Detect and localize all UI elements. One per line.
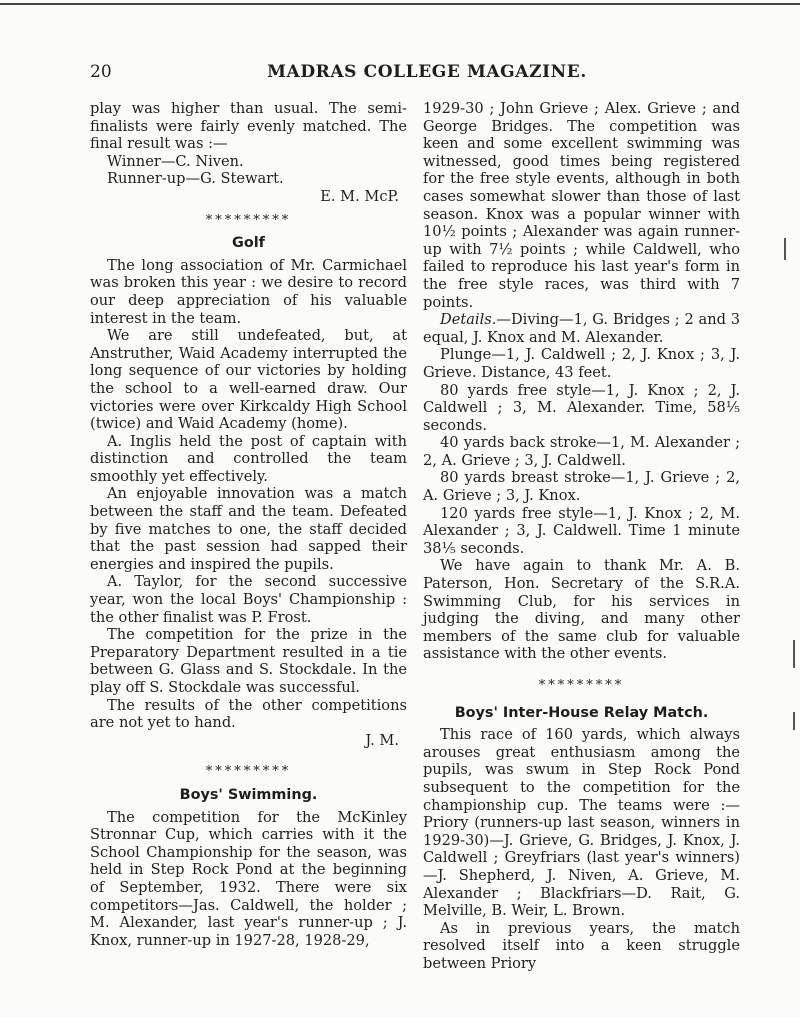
signature: J. M. xyxy=(365,731,399,749)
result-winner: Winner—C. Niven. xyxy=(107,152,244,170)
result-40-back: 40 yards back stroke—1, M. Alexander ; 2, A. Grieve ; 3, J. Caldwell. xyxy=(423,434,740,469)
result-runner-up: Runner-up—G. Stewart. xyxy=(107,170,284,188)
paragraph: The competition for the McKinley Stronnar Cup, which carries with it the School Championship for the season, was held in Step Rock Pond at the beginning of September, 1932. There were six competitors—Jas. Caldwell, the holder ; M. Alexander, last year's runner-up ; J. Knox, runner-up in 1927-28, 1928-29, xyxy=(90,808,407,949)
details-paragraph xyxy=(423,311,740,346)
paragraph: An enjoyable innovation was a match between the staff and the team. Defeated by five matches to one, the staff decided that the past session had sapped their energies and inspired the pupils. xyxy=(90,485,407,573)
section-heading-golf: Golf xyxy=(232,235,265,252)
section-separator: ********* xyxy=(538,678,625,693)
paragraph: The competition for the prize in the Preparatory Department resulted in a tie between G. Glass and S. Stockdale. In the play off S. Stockdale was successful. xyxy=(90,626,407,696)
section-separator: ********* xyxy=(205,212,292,228)
section-separator: ********* xyxy=(205,764,292,780)
paragraph: This race of 160 yards, which always arouses great enthusiasm among the pupils, was swum in Step Rock Pond subsequent to the competition for the championship cup. The teams were :— Priory (runners-up last season, winners in 1929-30)—J. Grieve, G. Bridges, J. Knox, J. Caldwell ; Greyfriars (last year's winners)—J. Shepherd, J. Niven, A. Grieve, M. Alexander ; Blackfriars—D. Rait, G. Melville, B. Weir, L. Brown. xyxy=(423,726,740,920)
paragraph: A. Taylor, for the second successive year, won the local Boys' Championship : the other finalist was P. Frost. xyxy=(90,573,407,626)
paragraph: The long association of Mr. Carmichael was broken this year : we desire to record our deep appreciation of his valuable interest in the team. xyxy=(90,256,407,327)
section-heading-swimming: Boys' Swimming. xyxy=(179,786,318,803)
margin-mark xyxy=(784,238,786,260)
page-top-edge xyxy=(0,3,800,5)
result-120-free: 120 yards free style—1, J. Knox ; 2, M. Alexander ; 3, J. Caldwell. Time 1 minute 38⅕ seconds. xyxy=(423,504,740,557)
left-column xyxy=(90,100,407,949)
details-label: Details. xyxy=(440,311,497,329)
paragraph: As in previous years, the match resolved itself into a keen struggle between Priory xyxy=(423,919,740,972)
result-80-breast: 80 yards breast stroke—1, J. Grieve ; 2, A. Grieve ; 3, J. Knox. xyxy=(423,469,740,505)
page-number: 20 xyxy=(90,62,112,82)
details-text: —Diving—1, G. Bridges ; 2 and 3 equal, J. Knox and M. Alexander. xyxy=(423,311,740,346)
paragraph: We are still undefeated, but, at Anstruther, Waid Academy interrupted the long sequence of our victories by holding the school to a well-earned draw. Our victories were over Kirkcaldy High School (twice) and Waid Academy (home). xyxy=(90,327,407,433)
paragraph: The results of the other competitions are not yet to hand. xyxy=(90,696,407,732)
paragraph: play was higher than usual. The semi-finalists were fairly evenly matched. The final result was :— xyxy=(90,100,407,153)
margin-mark xyxy=(793,640,795,668)
paragraph: We have again to thank Mr. A. B. Paterson, Hon. Secretary of the S.R.A. Swimming Club, for his services in judging the diving, and many other members of the same club for valuable assistance with the other events. xyxy=(423,557,740,663)
margin-mark xyxy=(793,712,795,730)
paragraph: A. Inglis held the post of captain with distinction and controlled the team smoothly yet effectively. xyxy=(90,432,407,485)
page-header xyxy=(90,62,740,86)
result-plunge: Plunge—1, J. Caldwell ; 2, J. Knox ; 3, J. Grieve. Distance, 43 feet. xyxy=(423,346,740,381)
magazine-title: MADRAS COLLEGE MAGAZINE. xyxy=(267,62,587,82)
result-80-free: 80 yards free style—1, J. Knox ; 2, J. Caldwell ; 3, M. Alexander. Time, 58⅕ seconds. xyxy=(423,381,740,434)
right-column xyxy=(423,100,740,973)
signature: E. M. McP. xyxy=(320,187,399,205)
paragraph: 1929-30 ; John Grieve ; Alex. Grieve ; and George Bridges. The competition was keen and some excellent swimming was witnessed, good times being registered for the free style events, although in both cases somewhat slower than those of last season. Knox was a popular winner with 10½ points ; Alexander was again runner-up with 7½ points ; while Caldwell, who failed to reproduce his last year's form in the free style races, was third with 7 points. xyxy=(423,100,740,311)
section-heading-relay: Boys' Inter-House Relay Match. xyxy=(454,704,709,721)
